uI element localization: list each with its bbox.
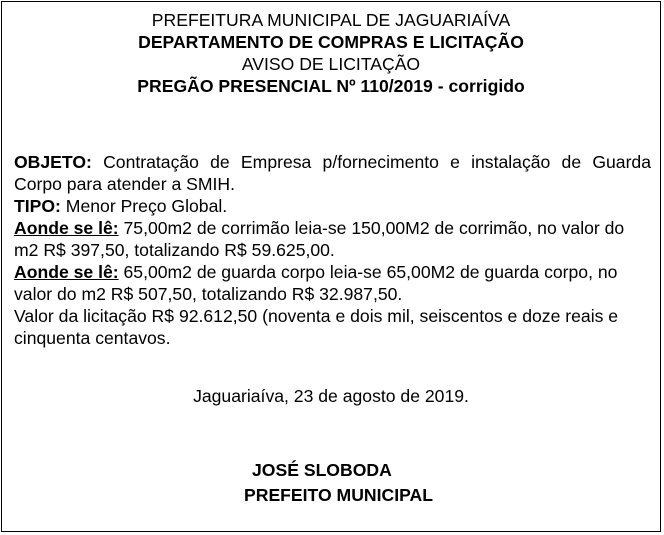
notice-header [2, 9, 660, 97]
objeto-text: Contratação de Empresa p/fornecimento e instalação de Guarda Corpo para atender a SMIH. [14, 152, 651, 194]
header-department: DEPARTAMENTO DE COMPRAS E LICITAÇÃO [138, 32, 524, 52]
correction-text-2: 65,00m2 de guarda corpo leia-se 65,00M2 de guarda corpo, no valor do m2 R$ 507,50, totalizando R$ 32.987,50. [14, 262, 618, 304]
tipo-label: TIPO: [14, 196, 61, 216]
header-notice-type: AVISO DE LICITAÇÃO [241, 54, 421, 74]
objeto-label: OBJETO: [14, 152, 92, 172]
correction-text-1: 75,00m2 de corrimão leia-se 150,00M2 de corrimão, no valor do m2 R$ 397,50, totalizando R$ 59.625,00. [14, 218, 625, 260]
header-municipality: PREFEITURA MUNICIPAL DE JAGUARIAÍVA [151, 10, 511, 30]
notice-frame [1, 1, 661, 532]
correction-label-2: Aonde se lê: [14, 262, 119, 282]
tipo-paragraph [14, 195, 651, 217]
correction-paragraph-2 [14, 261, 651, 305]
signatory-title: PREFEITO MUNICIPAL [244, 485, 433, 505]
correction-paragraph-1 [14, 217, 651, 261]
valor-paragraph: Valor da licitação R$ 92.612,50 (noventa e dois mil, seiscentos e doze reais e cinquenta centavos. [14, 306, 619, 348]
signatory-name: JOSÉ SLOBODA [252, 460, 392, 480]
objeto-paragraph [14, 151, 651, 195]
correction-label-1: Aonde se lê: [14, 218, 119, 238]
header-pregao-number: PREGÃO PRESENCIAL Nº 110/2019 - corrigido [137, 76, 525, 96]
notice-body [14, 151, 651, 349]
tipo-text: Menor Preço Global. [60, 196, 228, 216]
notice-date: Jaguariaíva, 23 de agosto de 2019. [193, 386, 469, 406]
